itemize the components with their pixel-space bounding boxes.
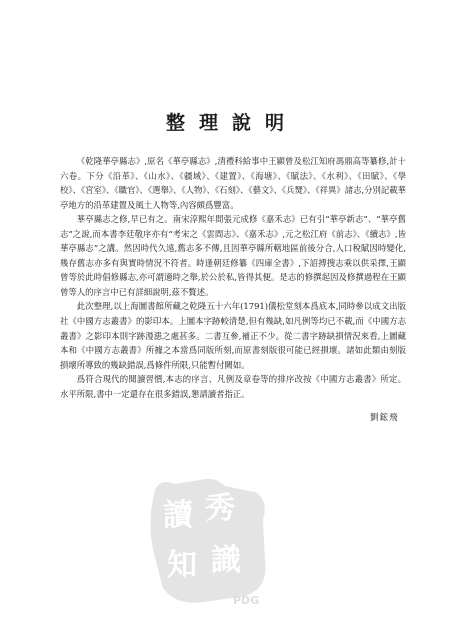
watermark-seal-icon (145, 470, 275, 610)
paragraph-2: 華亭縣志之修,早已有之。南宋淳熙年間張元成修《嘉禾志》已有引“華亭新志”、“華亭舊志”之說,而本書李廷敬序亦有“考宋之《雲間志》、《嘉禾志》,元之松江府《前志》、《續志》,皆華亭縣志”之講。然因時代久遠,舊志多不傳,且因華亭縣所轄地區前後分合,人口稅賦因時變化,幾存舊志亦多有與實時情況不符者。時逢朝廷修纂《四庫全書》,下詔搏搜志乘以供采擇,王顯曾等於此時倡修縣志,亦可謂適時之舉,於公於私,皆得其便。是志的修撰起因及修撰過程在王顯曾等人的序言中已有詳細說明,茲不贅述。 (60, 214, 406, 297)
svg-text:秀: 秀 (205, 491, 235, 526)
svg-text:識: 識 (211, 543, 241, 578)
svg-text:PDG: PDG (233, 594, 260, 607)
body-text (60, 154, 406, 401)
svg-text:讀: 讀 (163, 498, 193, 533)
page-title: 整理說明 (165, 112, 298, 134)
svg-text:知: 知 (167, 548, 197, 583)
paragraph-4: 爲符合現代的閱讀習慣,本志的序言、凡例及章卷等的排序改按《中國方志叢書》所定。水平所限,書中一定還存在很多錯誤,懇請讀者指正。 (60, 374, 406, 399)
signature: 劉鋐飛 (370, 413, 399, 423)
paragraph-1: 《乾隆華亭縣志》,原名《華亭縣志》,清禮科給事中王顯曾及松江知府馮鼎高等纂修,計十六卷。下分《沿革》、《山水》、《疆域》、《建置》、《海塘》、《賦法》、《水利》、《田賦》、《學校》、《宮室》、《職官》、《選舉》、《人物》、《石刻》、《藝文》、《兵燹》、《祥異》諸志,分別記載華亭地方的沿革建置及風土人物等,內容頗爲豐富。 (60, 156, 406, 210)
paragraph-3: 此次整理,以上海圖書館所藏之乾隆五十六年(1791)儀松堂刻本爲底本,同時參以成文出版社《中國方志叢書》的影印本。上圖本字跡較清楚,但有幾缺,如凡例等均已不載,而《中國方志叢書》之影印本則字跡漫漶之處甚多。二書互參,補正不少。從二書字跡缺損情況來看,上圖藏本和《中國方志叢書》所據之本當爲同版所刻,而原書刻版很可能已經損壞。諸如此類由刻版損壞所導致的幾缺錯誤,爲條件所限,只能暫付闕如。 (60, 301, 406, 370)
